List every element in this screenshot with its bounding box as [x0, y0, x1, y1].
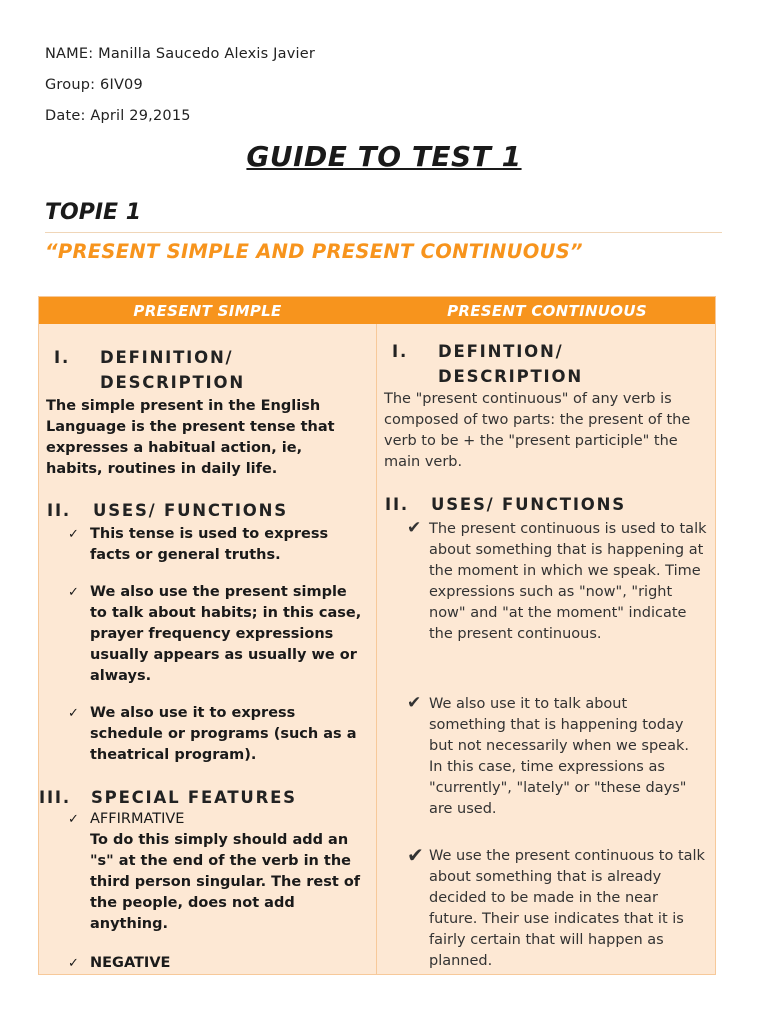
- list-item-affirmative: [68, 809, 368, 935]
- negative-label: NEGATIVE: [90, 955, 171, 971]
- checkmark-icon: ✓: [68, 812, 79, 827]
- checkmark-icon: ✔: [407, 518, 422, 538]
- checkmark-icon: ✔: [407, 693, 422, 713]
- section-title: USES/ FUNCTIONS: [93, 501, 288, 520]
- list-item-text: We also use the present simple to talk about habits; in this case, prayer frequency expressions usually appears as usually we or always.: [90, 584, 362, 684]
- comparison-table: [38, 296, 716, 975]
- list-item: [68, 582, 363, 687]
- right-definition-text: The "present continuous" of any verb is composed of two parts: the present of the verb to be + the "present participle" the main verb.: [384, 391, 691, 470]
- column-header-present-continuous: PRESENT CONTINUOUS: [447, 302, 647, 320]
- section-number: III.: [39, 788, 71, 807]
- page-title: GUIDE TO TEST 1: [246, 140, 522, 173]
- topic-subtitle: “PRESENT SIMPLE AND PRESENT CONTINUOUS”: [45, 240, 583, 263]
- list-item: [407, 843, 707, 972]
- student-name: NAME: Manilla Saucedo Alexis Javier: [45, 46, 315, 62]
- affirmative-label: AFFIRMATIVE: [90, 811, 185, 827]
- right-uses-heading: [385, 492, 705, 517]
- left-features-heading: [39, 785, 369, 810]
- section-number: I.: [54, 348, 71, 367]
- left-definition-heading: [54, 345, 354, 395]
- section-title-line2: DESCRIPTION: [438, 367, 583, 386]
- section-title-line1: DEFINITION/: [100, 348, 234, 367]
- list-item-text: We use the present continuous to talk about something that is already decided to be made in the near future. Their use indicates that it is fairly certain that will happen as planned.: [429, 848, 705, 969]
- student-group: Group: 6IV09: [45, 77, 143, 93]
- list-item-text: This tense is used to express facts or general truths.: [90, 526, 329, 563]
- topic-heading: TOPIE 1: [45, 200, 142, 225]
- checkmark-icon: ✓: [68, 956, 79, 971]
- list-item: [68, 703, 373, 766]
- list-item: [68, 524, 363, 566]
- affirmative-text: To do this simply should add an "s" at the end of the verb in the third person singular. The rest of the people, does not add anything.: [90, 832, 361, 932]
- section-number: I.: [392, 342, 409, 361]
- section-title: SPECIAL FEATURES: [91, 788, 297, 807]
- list-item: [407, 519, 707, 645]
- left-uses-heading: [47, 498, 367, 523]
- list-item-text: The present continuous is used to talk about something that is happening at the moment in which we speak. Time expressions such as "now", "right now" and "at the moment" indicate the present continuous.: [429, 521, 707, 642]
- document-date: Date: April 29,2015: [45, 108, 191, 124]
- table-header-row: [39, 297, 715, 324]
- checkmark-icon: ✓: [68, 527, 79, 542]
- section-number: II.: [47, 501, 71, 520]
- right-definition-heading: [392, 339, 702, 389]
- checkmark-icon: ✔: [407, 843, 424, 867]
- section-number: II.: [385, 495, 409, 514]
- list-item-negative: [68, 953, 363, 974]
- checkmark-icon: ✓: [68, 585, 79, 600]
- list-item-text: We also use it to express schedule or programs (such as a theatrical program).: [90, 705, 357, 763]
- column-divider: [376, 324, 377, 974]
- left-definition-text: The simple present in the English Language is the present tense that expresses a habitual action, ie, habits, routines in daily life.: [46, 398, 335, 477]
- section-title-line2: DESCRIPTION: [100, 373, 245, 392]
- list-item-text: We also use it to talk about something that is happening today but not necessarily when we speak. In this case, time expressions as "currently", "lately" or "these days" are used.: [429, 696, 689, 817]
- heading-rule: [45, 232, 722, 233]
- checkmark-icon: ✓: [68, 706, 79, 721]
- section-title: USES/ FUNCTIONS: [431, 495, 626, 514]
- column-header-present-simple: PRESENT SIMPLE: [133, 302, 282, 320]
- list-item: [407, 694, 707, 820]
- section-title-line1: DEFINTION/: [438, 342, 564, 361]
